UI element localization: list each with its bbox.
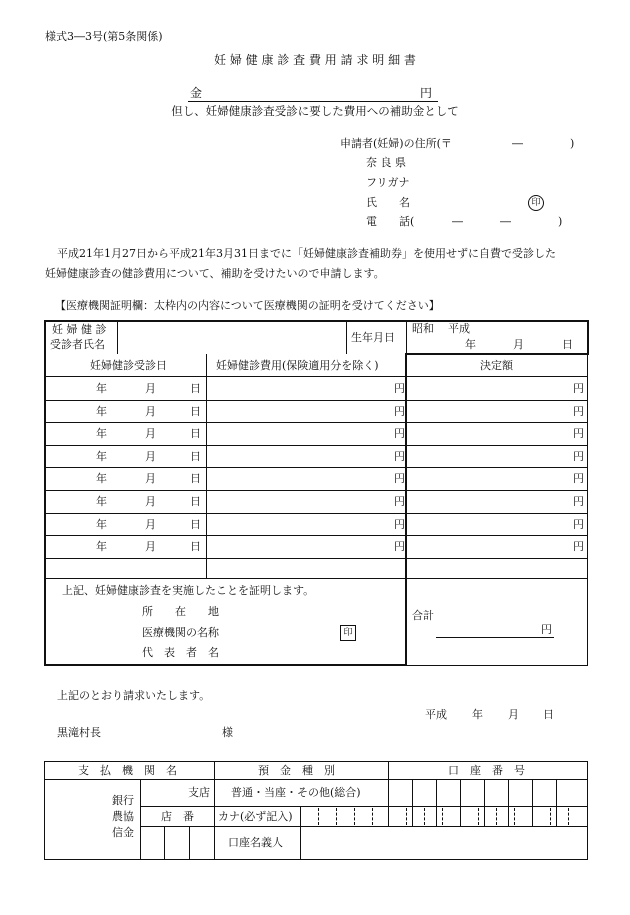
row-fee-field[interactable] [210, 492, 390, 510]
phone-dash-2: ― [500, 215, 511, 228]
account-digit-field[interactable] [438, 782, 458, 804]
rule [140, 826, 214, 827]
bank-header-account: 口 座 番 号 [448, 764, 525, 777]
account-digit-field[interactable] [486, 782, 506, 804]
row-fee-unit: 円 [394, 450, 405, 463]
phone-field[interactable] [420, 213, 555, 229]
row-decision-field[interactable] [410, 424, 570, 442]
cert-institution-label: 医療機関の名称 [142, 626, 219, 639]
row-date-field[interactable] [48, 447, 198, 465]
total-underline [436, 637, 554, 638]
row-rule [44, 467, 588, 468]
divider [140, 779, 141, 860]
row-decision-unit: 円 [573, 405, 584, 418]
row-month: 月 [145, 405, 156, 418]
row-day: 日 [190, 495, 201, 508]
row-fee-field[interactable] [210, 379, 390, 397]
row-rule [44, 445, 588, 446]
row-fee-unit: 円 [394, 472, 405, 485]
paragraph-line-2: 妊婦健康診査の健診費用について、補助を受けたいので申請します。 [45, 267, 385, 280]
dob-label: 生年月日 [351, 331, 395, 344]
row-day: 日 [190, 382, 201, 395]
divider [214, 761, 215, 860]
row-day: 日 [190, 518, 201, 531]
bank-type-bank: 銀行 [112, 794, 134, 807]
kana-label: カナ(必ず記入) [218, 810, 293, 823]
cert-representative-label: 代 表 者 名 [142, 646, 219, 659]
dob-era-heisei: 平成 [448, 322, 470, 335]
row-decision-field[interactable] [410, 492, 570, 510]
row-decision-field[interactable] [410, 469, 570, 487]
row-month: 月 [145, 450, 156, 463]
cert-statement: 上記、妊婦健康診査を実施したことを証明します。 [62, 584, 315, 597]
row-day: 日 [190, 450, 201, 463]
total-field[interactable] [436, 620, 536, 636]
divider [300, 806, 301, 860]
row-decision-field[interactable] [410, 402, 570, 420]
total-label: 合計 [412, 609, 434, 622]
row-month: 月 [145, 472, 156, 485]
row-decision-unit: 円 [573, 518, 584, 531]
amount-field[interactable] [210, 84, 415, 100]
address-field[interactable] [420, 154, 580, 170]
rule [44, 779, 588, 780]
institution-seal-icon: 印 [340, 625, 356, 641]
row-rule [44, 490, 588, 491]
request-month: 月 [508, 708, 519, 721]
postal-code-field[interactable] [480, 135, 565, 151]
row-date-field[interactable] [48, 469, 198, 487]
row-decision-unit: 円 [573, 540, 584, 553]
row-day: 日 [190, 472, 201, 485]
addressee: 黒滝村長 [57, 726, 101, 739]
row-decision-unit: 円 [573, 472, 584, 485]
row-decision-unit: 円 [573, 382, 584, 395]
deposit-types[interactable]: 普通・当座・その他(総合) [231, 786, 361, 799]
row-month: 月 [145, 540, 156, 553]
row-date-field[interactable] [48, 402, 198, 420]
kana-name-field[interactable] [302, 808, 586, 824]
account-digit-field[interactable] [510, 782, 530, 804]
row-decision-field[interactable] [410, 515, 570, 533]
row-fee-unit: 円 [394, 495, 405, 508]
row-rule [44, 558, 588, 559]
row-fee-field[interactable] [210, 469, 390, 487]
phone-dash-1: ― [452, 215, 463, 228]
request-text: 上記のとおり請求いたします。 [57, 689, 211, 702]
divider [117, 320, 118, 354]
row-date-field[interactable] [48, 379, 198, 397]
row-fee-field[interactable] [210, 402, 390, 420]
applicant-seal-icon: 印 [528, 195, 544, 211]
row-year: 年 [96, 518, 107, 531]
row-date-field[interactable] [48, 515, 198, 533]
row-year: 年 [96, 382, 107, 395]
bank-header-type: 預 金 種 別 [258, 764, 335, 777]
rule [44, 578, 588, 579]
account-holder-label: 口座名義人 [228, 836, 283, 849]
phone-label: 電 話( [366, 215, 415, 228]
page-title: 妊 婦 健 康 診 査 費 用 請 求 明 細 書 [214, 53, 416, 67]
row-decision-unit: 円 [573, 495, 584, 508]
amount-prefix: 金 [190, 86, 203, 100]
row-date-field[interactable] [48, 537, 198, 555]
row-fee-field[interactable] [210, 537, 390, 555]
row-month: 月 [145, 518, 156, 531]
cert-heading: 【医療機関証明欄：太枠内の内容について医療機関の証明を受けてください】 [55, 299, 440, 312]
branch-name-field[interactable] [143, 782, 185, 804]
address-label: 申請者(妊婦)の住所(〒 [340, 137, 452, 150]
postal-close: ) [570, 137, 575, 150]
form-number: 様式3―3号(第5条関係) [45, 30, 163, 43]
row-fee-field[interactable] [210, 515, 390, 533]
patient-label-1: 妊 婦 健 診 [52, 323, 107, 336]
branch-label: 支店 [188, 786, 210, 799]
row-fee-unit: 円 [394, 518, 405, 531]
row-year: 年 [96, 495, 107, 508]
row-year: 年 [96, 405, 107, 418]
row-decision-field[interactable] [410, 447, 570, 465]
rule [44, 376, 588, 377]
applicant-name-field[interactable] [420, 194, 520, 210]
account-holder-field[interactable] [304, 829, 584, 857]
row-fee-unit: 円 [394, 540, 405, 553]
account-digit-field[interactable] [558, 782, 586, 804]
postal-dash: ― [512, 137, 523, 150]
row-fee-field[interactable] [210, 424, 390, 442]
rule [140, 806, 214, 807]
store-number-label: 店 番 [161, 810, 194, 823]
prefecture: 奈 良 県 [366, 156, 406, 169]
row-rule [44, 400, 588, 401]
request-year: 年 [472, 708, 483, 721]
divider [346, 320, 347, 354]
col-fee-header: 妊婦健診費用(保険適用分を除く) [216, 359, 379, 372]
store-number-field[interactable] [142, 829, 212, 857]
row-day: 日 [190, 405, 201, 418]
row-month: 月 [145, 495, 156, 508]
row-decision-unit: 円 [573, 450, 584, 463]
rule [214, 826, 588, 827]
dob-day: 日 [562, 338, 573, 351]
row-date-field[interactable] [48, 492, 198, 510]
row-month: 月 [145, 382, 156, 395]
row-fee-unit: 円 [394, 405, 405, 418]
divider [406, 320, 407, 354]
dob-year: 年 [465, 338, 476, 351]
request-era: 平成 [425, 708, 447, 721]
row-day: 日 [190, 540, 201, 553]
col-decision-header: 決定額 [480, 359, 513, 372]
paragraph-line-1: 平成21年1月27日から平成21年3月31日までに「妊婦健康診査補助券」を使用せずに自費で受診した [57, 247, 556, 260]
row-fee-field[interactable] [210, 447, 390, 465]
account-digit-field[interactable] [390, 782, 410, 804]
phone-close: ) [558, 215, 563, 228]
amount-underline [188, 101, 438, 102]
patient-name-field[interactable] [122, 325, 342, 350]
row-year: 年 [96, 427, 107, 440]
account-digit-field[interactable] [414, 782, 434, 804]
addressee-suffix: 様 [222, 726, 233, 739]
amount-note: 但し、妊婦健康診査受診に要した費用への補助金として [171, 104, 459, 118]
row-rule [44, 422, 588, 423]
col-date-header: 妊婦健診受診日 [90, 359, 167, 372]
dob-month: 月 [513, 338, 524, 351]
row-rule [44, 513, 588, 514]
row-decision-field[interactable] [410, 379, 570, 397]
row-rule [44, 535, 588, 536]
thick-frame-right-close [405, 353, 589, 355]
row-day: 日 [190, 427, 201, 440]
total-unit: 円 [541, 623, 552, 636]
row-fee-unit: 円 [394, 382, 405, 395]
account-digit-field[interactable] [462, 782, 482, 804]
row-decision-field[interactable] [410, 537, 570, 555]
dob-era-showa: 昭和 [412, 322, 434, 335]
cert-address-label: 所 在 地 [142, 605, 219, 618]
row-year: 年 [96, 472, 107, 485]
amount-unit: 円 [420, 86, 433, 100]
row-year: 年 [96, 540, 107, 553]
row-date-field[interactable] [48, 424, 198, 442]
account-digit-field[interactable] [534, 782, 554, 804]
bank-type-shinkin: 信金 [112, 826, 134, 839]
furigana-label: フリガナ [366, 176, 410, 189]
row-month: 月 [145, 427, 156, 440]
divider [206, 354, 207, 578]
patient-label-2: 受診者氏名 [50, 338, 105, 351]
row-year: 年 [96, 450, 107, 463]
bank-header-institution: 支 払 機 関 名 [78, 764, 177, 777]
request-day: 日 [543, 708, 554, 721]
bank-type-ja: 農協 [112, 810, 134, 823]
name-label: 氏 名 [366, 196, 410, 209]
row-fee-unit: 円 [394, 427, 405, 440]
furigana-field[interactable] [420, 174, 520, 190]
row-decision-unit: 円 [573, 427, 584, 440]
